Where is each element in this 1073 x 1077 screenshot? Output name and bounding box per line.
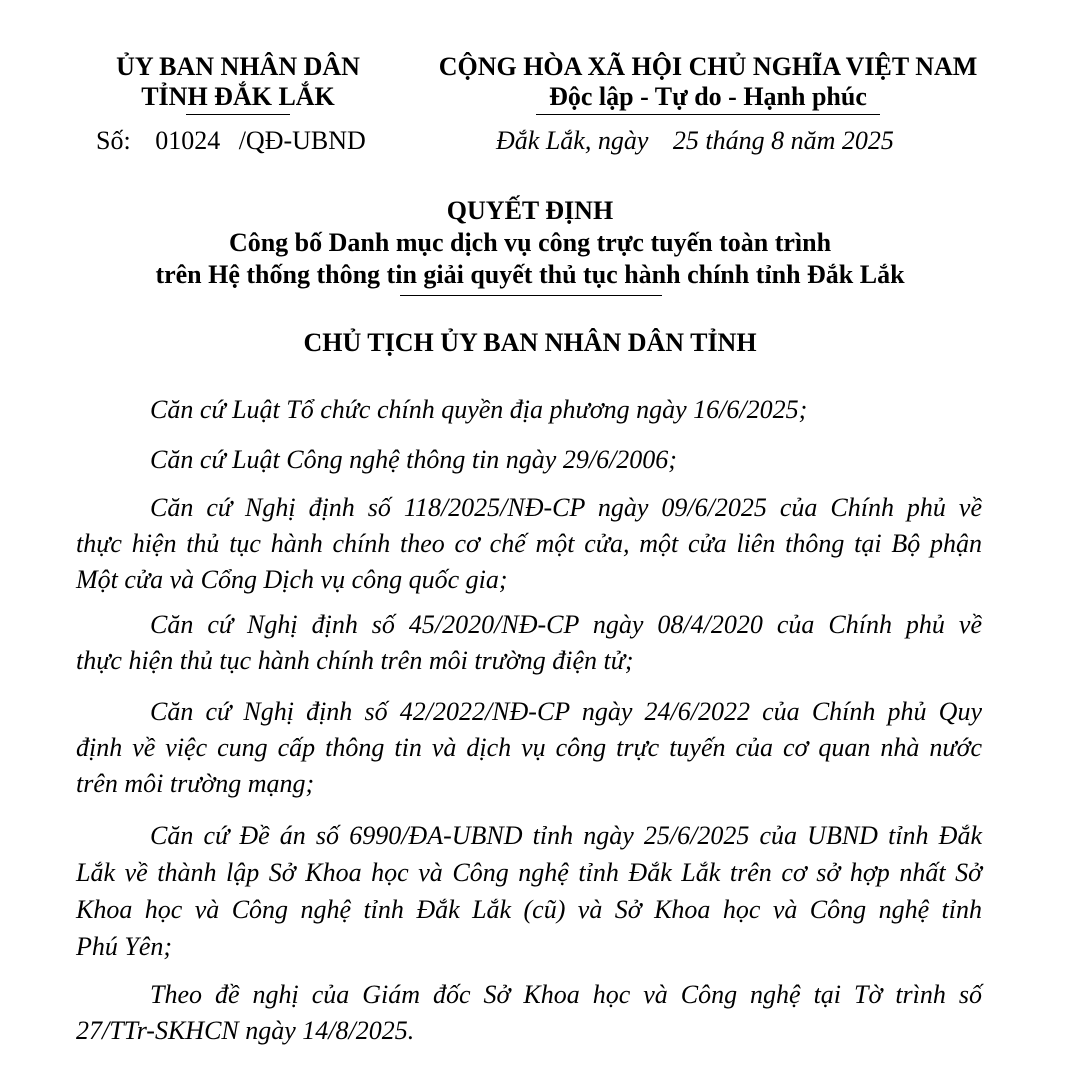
document-type-heading: QUYẾT ĐỊNH (446, 196, 614, 225)
agency-name-line2: TỈNH ĐẮK LẮK (141, 82, 335, 111)
subject-line2: trên Hệ thống thông tin giải quyết thủ tục hành chính tỉnh Đắk Lắk (155, 260, 905, 289)
subject-underline (400, 295, 662, 296)
ground-5-line-1: Căn cứ Nghị định số 42/2022/NĐ-CP ngày 24/6/2022 của Chính phủ Quy (150, 697, 982, 726)
nation-motto: Độc lập - Tự do - Hạnh phúc (549, 82, 867, 111)
ground-4-line-1: Căn cứ Nghị định số 45/2020/NĐ-CP ngày 08/4/2020 của Chính phủ về (150, 610, 982, 639)
authority-heading: CHỦ TỊCH ỦY BAN NHÂN DÂN TỈNH (303, 328, 757, 357)
ground-3-line-1: Căn cứ Nghị định số 118/2025/NĐ-CP ngày 09/6/2025 của Chính phủ về (150, 493, 982, 522)
ground-3-line-2: thực hiện thủ tục hành chính theo cơ chế một cửa, một cửa liên thông tại Bộ phận (76, 529, 982, 558)
ground-paragraph-1 (76, 390, 982, 430)
ground-6-line-1: Căn cứ Đề án số 6990/ĐA-UBND tỉnh ngày 25/6/2025 của UBND tỉnh Đắk (150, 821, 982, 850)
ground-2-line-1: Căn cứ Luật Công nghệ thông tin ngày 29/6/2006; (150, 445, 677, 474)
ground-5-line-2: định về việc cung cấp thông tin và dịch vụ công trực tuyến của cơ quan nhà nước (76, 733, 982, 762)
ground-paragraph-2 (76, 440, 982, 480)
ground-paragraph-3 (76, 490, 982, 598)
ground-7-line-1: Theo đề nghị của Giám đốc Sở Khoa học và Công nghệ tại Tờ trình số (150, 980, 982, 1009)
issue-date (496, 126, 894, 156)
ground-6-line-2: Lắk về thành lập Sở Khoa học và Công nghệ tỉnh Đắk Lắk trên cơ sở hợp nhất Sở (76, 858, 982, 887)
agency-name-line1: ỦY BAN NHÂN DÂN (116, 52, 360, 81)
motto-underline (536, 114, 880, 115)
ground-paragraph-4 (76, 607, 982, 679)
agency-underline (186, 114, 290, 115)
issue-place: Đắk Lắk, ngày (496, 126, 649, 155)
ground-6-line-4: Phú Yên; (76, 932, 173, 961)
document-number (96, 126, 366, 156)
subject-line1: Công bố Danh mục dịch vụ công trực tuyến toàn trình (228, 228, 832, 257)
document-number-suffix: /QĐ-UBND (238, 126, 366, 155)
ground-5-line-3: trên môi trường mạng; (76, 769, 315, 798)
ground-3-line-3: Một cửa và Cổng Dịch vụ công quốc gia; (76, 565, 508, 594)
nation-title: CỘNG HÒA XÃ HỘI CHỦ NGHĨA VIỆT NAM (438, 52, 978, 81)
issue-date-value: 25 tháng 8 năm 2025 (672, 126, 894, 155)
ground-paragraph-7 (76, 977, 982, 1049)
ground-1-line-1: Căn cứ Luật Tổ chức chính quyền địa phương ngày 16/6/2025; (150, 395, 808, 424)
document-number-label: Số: (96, 126, 131, 155)
ground-paragraph-5 (76, 694, 982, 802)
ground-7-line-2: 27/TTr-SKHCN ngày 14/8/2025. (76, 1016, 415, 1045)
ground-4-line-2: thực hiện thủ tục hành chính trên môi trường điện tử; (76, 646, 634, 675)
ground-paragraph-6 (76, 817, 982, 965)
ground-6-line-3: Khoa học và Công nghệ tỉnh Đắk Lắk (cũ) và Sở Khoa học và Công nghệ tỉnh (76, 895, 982, 924)
document-number-value: 01024 (155, 126, 221, 155)
